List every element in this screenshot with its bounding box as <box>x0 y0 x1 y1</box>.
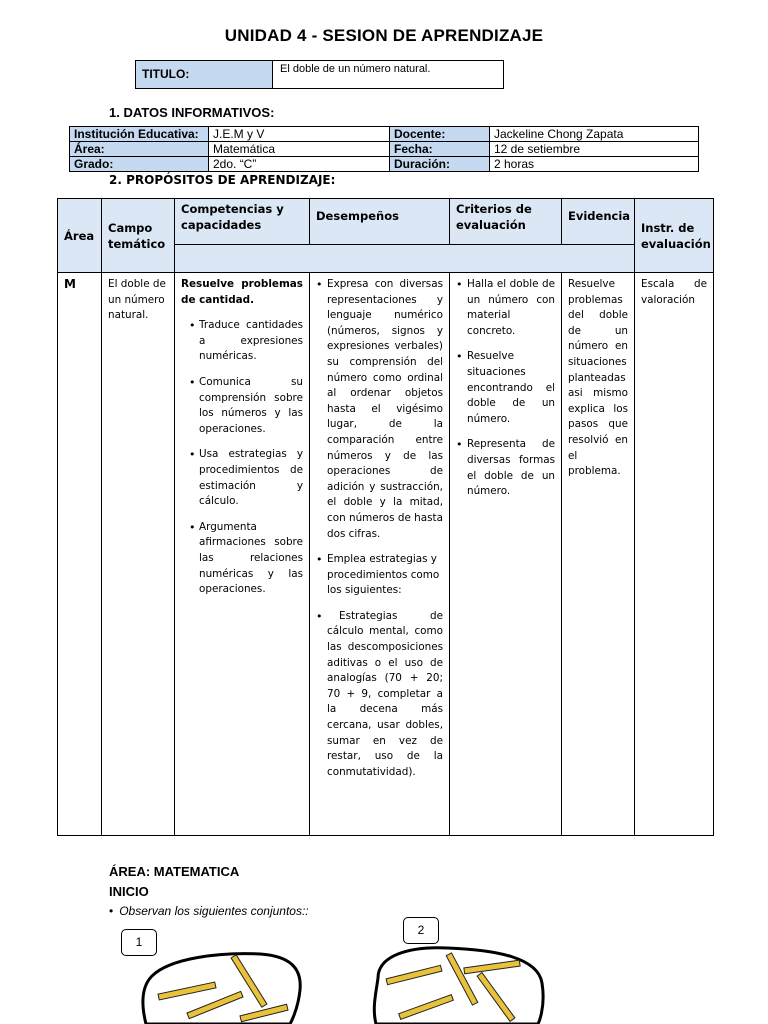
competencia-title: Resuelve problemas de cantidad. <box>181 278 303 306</box>
propositos-table <box>57 198 714 836</box>
cell-criterios <box>450 273 562 836</box>
datos-row <box>70 157 699 172</box>
pencil-set-2-image <box>368 938 548 1024</box>
header-area: Área <box>58 199 102 273</box>
list-item: • Usa estrategias y procedimientos de estimación y cálculo. <box>181 447 303 509</box>
desempeno-sub-text: Estrategias de cálculo mental, como las descomposiciones aditivas o el uso de analogías (70 + 20; 70 + 9, completar a la decena más cercana, usar dobles, sumar en vez de restar, uso de la conmutatividad). <box>327 609 443 778</box>
area-heading: ÁREA: MATEMATICA <box>109 864 240 879</box>
cell-campo: El doble de un número natural. <box>102 273 175 836</box>
pencil-set-1-image <box>140 948 305 1024</box>
header-desempenos: Desempeños <box>310 199 450 245</box>
list-item: • Representa de diversas formas el doble de un número. <box>456 437 555 499</box>
datos-label: Fecha: <box>390 142 490 157</box>
criterios-list <box>456 277 555 500</box>
section-datos-heading: 1. DATOS INFORMATIVOS: <box>109 105 275 120</box>
titulo-box <box>135 60 504 89</box>
inicio-heading: INICIO <box>109 884 149 899</box>
list-item: • Comunica su comprensión sobre los números y las operaciones. <box>181 375 303 437</box>
header-evidencia: Evidencia <box>562 199 635 245</box>
cell-evidencia: Resuelve problemas del doble de un número en situaciones planteadas asi mismo explica los pasos que resolvió en el problema. <box>562 273 635 836</box>
capacidades-list <box>181 318 303 598</box>
datos-row <box>70 142 699 157</box>
header-competencias: Competencias y capacidades <box>175 199 310 245</box>
datos-value: Matemática <box>209 142 390 157</box>
list-item <box>316 609 443 781</box>
cell-instrumento: Escala de valoración <box>635 273 714 836</box>
datos-label: Institución Educativa: <box>70 127 209 142</box>
table-header-row <box>58 199 714 245</box>
titulo-label: TITULO: <box>136 61 273 88</box>
cell-competencias <box>175 273 310 836</box>
list-item: • Traduce cantidades a expresiones numéricas. <box>181 318 303 365</box>
table-row <box>58 273 714 836</box>
datos-label: Área: <box>70 142 209 157</box>
datos-label: Duración: <box>390 157 490 172</box>
header-spacer <box>175 245 714 273</box>
list-item: • Resuelve situaciones encontrando el doble de un número. <box>456 349 555 427</box>
list-item: • Emplea estrategias y procedimientos como los siguientes: <box>316 552 443 599</box>
datos-value: Jackeline Chong Zapata <box>490 127 699 142</box>
header-campo: Campo temático <box>102 199 175 273</box>
titulo-value: El doble de un número natural. <box>280 63 431 75</box>
observan-instruction <box>109 904 309 918</box>
cell-area: M <box>58 273 102 836</box>
set-label-2: 2 <box>403 917 439 944</box>
section-propositos-heading: 2. PROPÓSITOS DE APRENDIZAJE: <box>109 173 336 187</box>
datos-label: Docente: <box>390 127 490 142</box>
list-item: • Halla el doble de un número con material concreto. <box>456 277 555 339</box>
datos-value: J.E.M y V <box>209 127 390 142</box>
page-title: UNIDAD 4 - SESION DE APRENDIZAJE <box>224 26 544 45</box>
cell-desempenos <box>310 273 450 836</box>
datos-value: 2 horas <box>490 157 699 172</box>
datos-value: 12 de setiembre <box>490 142 699 157</box>
header-criterios: Criterios de evaluación <box>450 199 562 245</box>
datos-label: Grado: <box>70 157 209 172</box>
set-label-1: 1 <box>121 929 157 956</box>
desempenos-list <box>316 277 443 780</box>
list-item: • Expresa con diversas representaciones y lenguaje numérico (números, signos y expresiones verbales) su comprensión del número como ordinal al ordenar objetos hasta el vigésimo lugar, de la comparación entre números y de las operaciones de adición y sustracción, el doble y la mitad, con números de hasta dos cifras. <box>316 277 443 542</box>
observan-text: Observan los siguientes conjuntos:: <box>119 904 309 918</box>
datos-row <box>70 127 699 142</box>
bullet-icon: • <box>109 904 114 918</box>
datos-table <box>69 126 699 172</box>
datos-value: 2do. “C” <box>209 157 390 172</box>
list-item: • Argumenta afirmaciones sobre las relaciones numéricas y las operaciones. <box>181 520 303 598</box>
header-instrumento: Instr. de evaluación <box>635 199 714 273</box>
